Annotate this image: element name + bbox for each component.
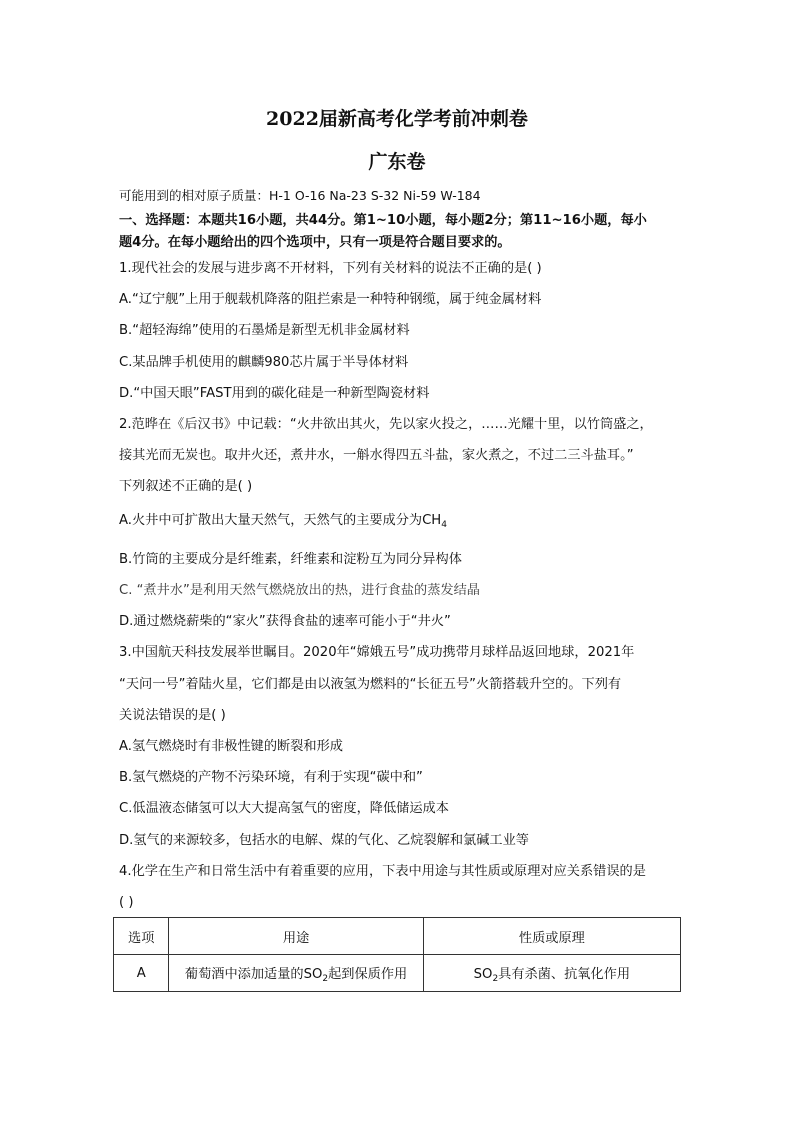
q3-option-a: A.氢气燃烧时有非极性键的断裂和形成 [119, 739, 343, 754]
table-cell-use [169, 955, 423, 992]
exam-title: 2022届新高考化学考前冲刺卷 [266, 108, 528, 130]
q2-option-a-subscript: 4 [441, 520, 447, 530]
q3-option-b: B.氢气燃烧的产物不污染环境，有利于实现“碳中和” [119, 770, 423, 785]
q1-stem: 1.现代社会的发展与进步离不开材料，下列有关材料的说法不正确的是( ) [119, 261, 542, 276]
q4-stem-line2: ( ) [119, 895, 134, 910]
use-text-pre: 葡萄酒中添加适量的SO [184, 966, 323, 982]
use-text-post: 起到保质作用 [328, 966, 408, 982]
q1-option-b: B.“超轻海绵”使用的石墨烯是新型无机非金属材料 [119, 323, 410, 338]
section-instructions-line1: 一、选择题：本题共16小题，共44分。第1~10小题，每小题2分；第11~16小题，每小 [119, 213, 647, 228]
section-instructions-line2: 题4分。在每小题给出的四个选项中，只有一项是符合题目要求的。 [119, 235, 511, 250]
atomic-masses-note: 可能用到的相对原子质量：H-1 O-16 Na-23 S-32 Ni-59 W-184 [119, 188, 481, 203]
q1-option-c: C.某品牌手机使用的麒麟980芯片属于半导体材料 [119, 355, 409, 370]
q2-stem-line2: 接其光而无炭也。取井火还，煮井水，一斛水得四五斗盐，家火煮之，不过二三斗盐耳。” [119, 448, 634, 463]
q2-option-a-text: A.火井中可扩散出大量天然气，天然气的主要成分为CH [119, 513, 442, 528]
property-text-pre: SO [473, 966, 493, 982]
q3-stem-line3: 关说法错误的是( ) [119, 708, 226, 723]
table-header-use: 用途 [169, 918, 423, 955]
q3-option-d: D.氢气的来源较多，包括水的电解、煤的气化、乙烷裂解和氯碱工业等 [119, 833, 529, 848]
exam-subtitle: 广东卷 [368, 151, 426, 173]
q3-stem-line1: 3.中国航天科技发展举世瞩目。2020年“嫦娥五号”成功携带月球样品返回地球，2021年 [119, 645, 635, 660]
q3-stem-line2: “天问一号”着陆火星，它们都是由以液氢为燃料的“长征五号”火箭搭载升空的。下列有 [119, 677, 622, 692]
q2-stem-line3: 下列叙述不正确的是( ) [119, 479, 253, 494]
q2-option-c: C. “煮井水”是利用天然气燃烧放出的热，进行食盐的蒸发结晶 [119, 583, 480, 598]
q4-table [113, 917, 681, 992]
use-subscript: 2 [322, 973, 329, 984]
table-header-row [114, 918, 681, 955]
q2-stem-line1: 2.范晔在《后汉书》中记载：“火井欲出其火，先以家火投之，……光耀十里，以竹筒盛之， [119, 417, 653, 432]
q2-option-a [119, 512, 447, 534]
table-row [114, 955, 681, 992]
table-header-option: 选项 [114, 918, 169, 955]
q1-option-a: A.“辽宁舰”上用于舰载机降落的阻拦索是一种特种钢缆，属于纯金属材料 [119, 292, 542, 307]
q1-option-d: D.“中国天眼”FAST用到的碳化硅是一种新型陶瓷材料 [119, 386, 430, 401]
property-subscript: 2 [492, 973, 499, 984]
q3-option-c: C.低温液态储氢可以大大提高氢气的密度，降低储运成本 [119, 801, 449, 816]
table-cell-option: A [114, 955, 169, 992]
property-text-post: 具有杀菌、抗氧化作用 [498, 966, 631, 982]
q2-option-b: B.竹筒的主要成分是纤维素，纤维素和淀粉互为同分异构体 [119, 552, 462, 567]
table-cell-property [423, 955, 680, 992]
q4-stem-line1: 4.化学在生产和日常生活中有着重要的应用，下表中用途与其性质或原理对应关系错误的是 [119, 864, 646, 879]
q2-option-d: D.通过燃烧薪柴的“家火”获得食盐的速率可能小于“井火” [119, 614, 451, 629]
table-header-property: 性质或原理 [423, 918, 680, 955]
